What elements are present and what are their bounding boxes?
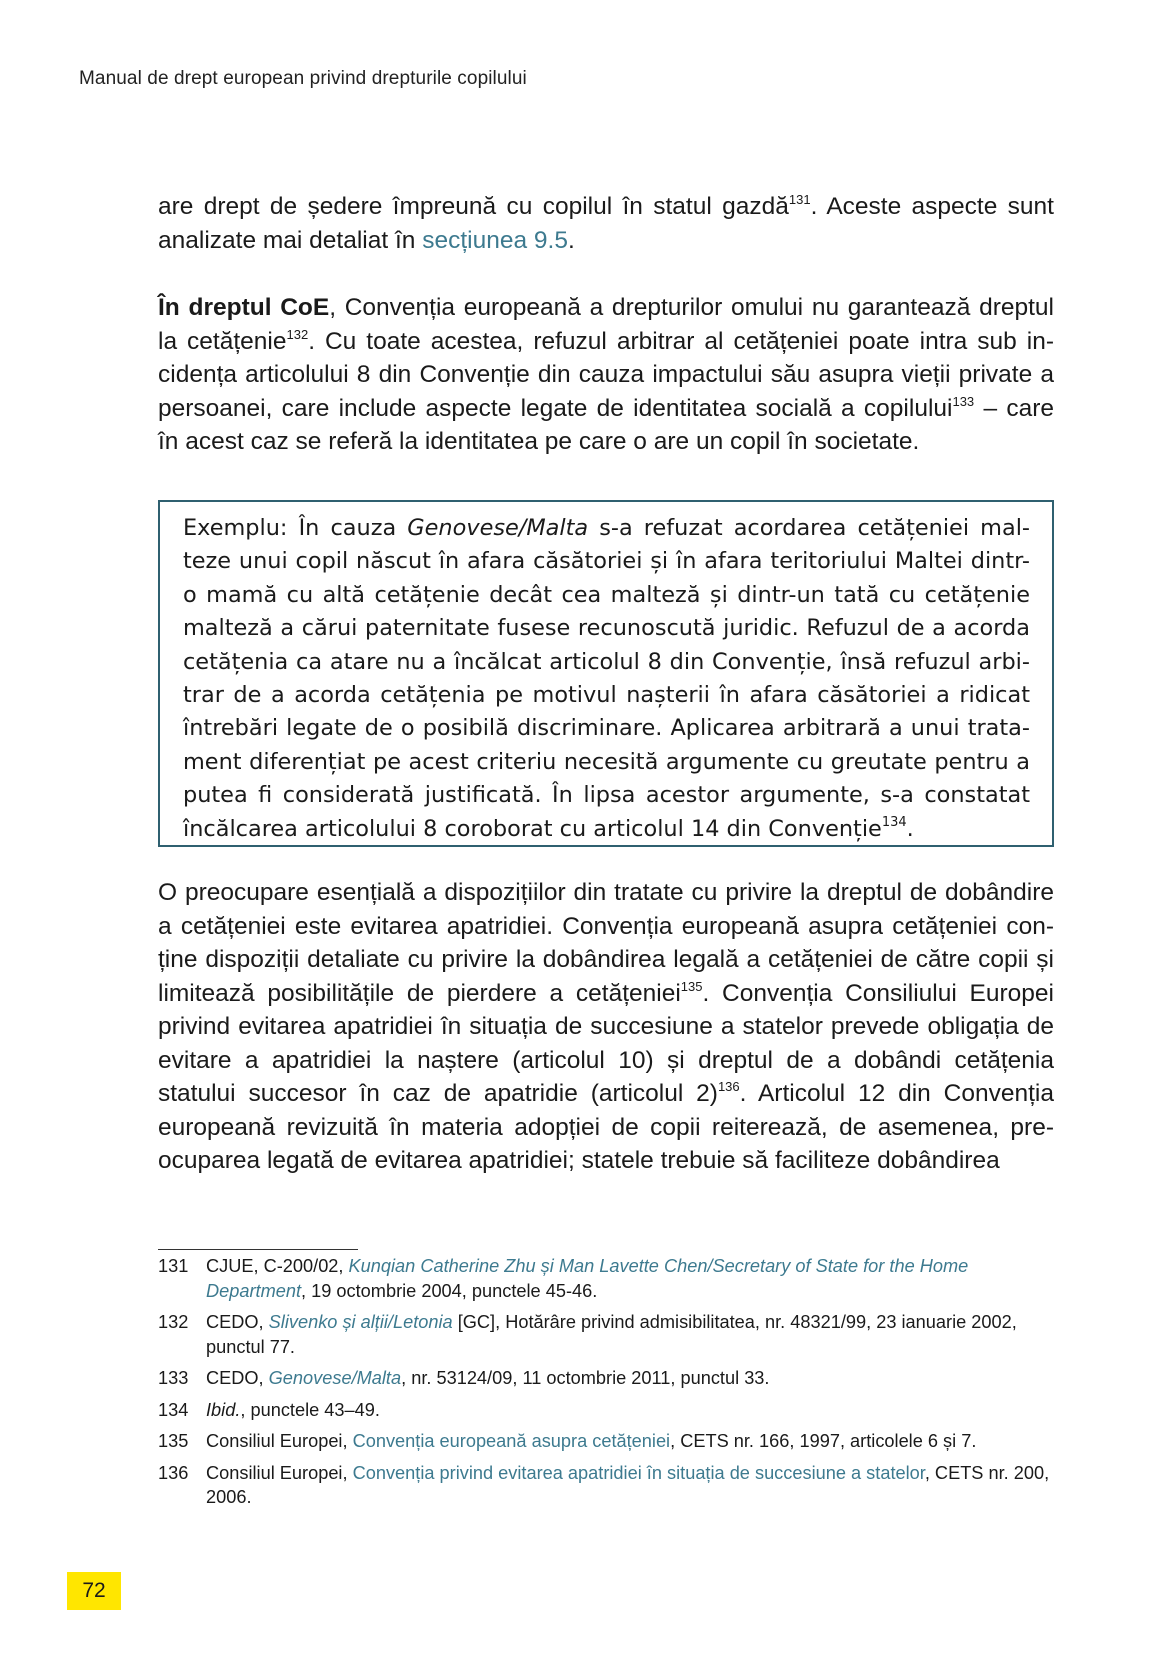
footnote-text: , nr. 53124/09, 11 octombrie 2011, punctul 33.: [401, 1368, 770, 1388]
paragraph-coe-law: [158, 291, 1054, 459]
footnote-text: [GC], Hotărâre privind admisibilitatea, nr. 48321/99, 23 ianuarie 2002, punctul 77.: [206, 1312, 1017, 1357]
running-header: Manual de drept european privind drepturile copilului: [79, 68, 527, 89]
example-text: s-a refuzat acordarea cetățeniei malteze unui copil născut în afara căsătoriei și în afara teritoriului Maltei dintr-o mamă cu altă cetățenie decât cea malteză și dintr-un tată cu cetățenie malteză a cărui paternitate fusese recunoscută juridic. Refuzul de a acorda cetățenia ca atare nu a încălcat articolul 8 din Convenție, însă refuzul arbitrar de a acorda cetățenia pe motivul nașterii în afara căsătoriei a ridicat întrebări legate de o posibilă discriminare. Aplicarea arbitrară a unui tratament diferențiat pe acest criteriu necesită argumente cu greutate pentru a putea fi considerată justificată. În lipsa acestor argumente, s-a constatat încălcarea articolului 8 coroborat cu articolul 14 din Convenție: [183, 515, 1031, 842]
paragraph-text: O preocupare esențială a dispozițiilor din tratate cu privire la dreptul de dobândire a cetățeniei este evitarea apatridiei. Convenția europeană asupra cetățeniei conține dispoziții detaliate cu privire la dobândirea legală a cetățeniei de către copii și limitează posibilitățile de pierdere a cetățeniei: [158, 879, 1054, 1007]
paragraph-residence: [158, 190, 1054, 257]
footnote-link[interactable]: Slivenko și alții/Letonia: [268, 1312, 453, 1332]
footnote-number: 133: [158, 1368, 189, 1388]
footnote-136: [158, 1461, 1054, 1510]
footnote-number: 135: [158, 1431, 189, 1451]
paragraph-statelessness: [158, 876, 1054, 1178]
footnote-134: [158, 1398, 1054, 1423]
footnote-number: 132: [158, 1312, 189, 1332]
footnote-ref-133[interactable]: 133: [952, 393, 975, 409]
paragraph-text: .: [567, 226, 575, 254]
footnote-number: 136: [158, 1462, 189, 1483]
paragraph-text: – care în acest caz se referă la identitatea pe care o are un copil în societate.: [158, 394, 1055, 455]
footnote-text: , 19 octombrie 2004, punctele 45-46.: [301, 1280, 598, 1301]
footnote-text: Consiliul Europei,: [206, 1462, 353, 1483]
example-case-name: Genovese/Malta: [407, 515, 589, 541]
section-9-5-link[interactable]: secțiunea 9.5: [422, 226, 568, 254]
footnote-135: [158, 1429, 1054, 1454]
footnote-text: Consiliul Europei,: [206, 1431, 353, 1451]
example-text: Exemplu: În cauza: [183, 515, 408, 541]
coe-law-lead: În dreptul CoE: [158, 294, 330, 321]
paragraph-text: . Articolul 12 din Convenția europeană revizuită în materia adopției de copii reiterează, de asemenea, preocuparea legată de evitarea apatridiei; statele trebuie să faciliteze dobândirea: [158, 1080, 1054, 1174]
footnote-text: CJUE, C-200/02,: [206, 1256, 349, 1276]
footnote-number: 131: [158, 1256, 189, 1276]
footnote-text: CEDO,: [206, 1312, 269, 1332]
footnote-link[interactable]: Convenția europeană asupra cetățeniei: [352, 1431, 671, 1451]
example-box: [158, 500, 1054, 847]
paragraph-text: are drept de ședere împreună cu copilul în statul gazdă: [158, 193, 789, 220]
page-number-badge: 72: [67, 1572, 121, 1610]
paragraph-text: . Convenția Consiliului Europei privind evitarea apatridiei în situația de succesiune a statelor prevede obligația de evitare a apatridiei la naștere (articolul 10) și dreptul de a dobândi cetățenia statului succesor în caz de apatridie (articolul 2): [158, 979, 1054, 1107]
paragraph-text: . Cu toate acestea, refuzul arbitrar al cetățeniei poate intra sub incidența articolului 8 din Convenție din cauza impactului său asupra vieții private a persoanei, care include aspecte legate de identitatea socială a copilului: [158, 327, 1054, 422]
footnote-131: [158, 1254, 1054, 1303]
footnote-ibid: Ibid.: [206, 1399, 241, 1420]
footnote-ref-134[interactable]: 134: [881, 814, 907, 830]
footnote-text: , CETS nr. 200, 2006.: [206, 1462, 1050, 1507]
footnote-133: [158, 1366, 1054, 1391]
footnote-number: 134: [158, 1399, 189, 1420]
footnote-divider: [158, 1249, 358, 1250]
footnote-text: , CETS nr. 166, 1997, articolele 6 și 7.: [670, 1431, 977, 1451]
footnote-ref-132[interactable]: 132: [286, 326, 309, 342]
paragraph-text: , Convenția europeană a drepturilor omului nu garantează dreptul la cetățenie: [158, 294, 1054, 355]
footnote-text: CEDO,: [206, 1368, 269, 1388]
footnotes: [158, 1254, 1054, 1517]
footnote-link[interactable]: Convenția privind evitarea apatridiei în situația de succesiune a statelor: [352, 1462, 925, 1483]
footnote-132: [158, 1310, 1054, 1359]
footnote-link[interactable]: Genovese/Malta: [268, 1368, 402, 1388]
footnote-ref-135[interactable]: 135: [680, 978, 703, 994]
footnote-ref-131[interactable]: 131: [788, 192, 811, 207]
footnote-ref-136[interactable]: 136: [717, 1079, 740, 1094]
example-text: .: [906, 815, 914, 842]
footnote-text: , punctele 43–49.: [240, 1399, 380, 1420]
footnote-link[interactable]: Kunqian Catherine Zhu și Man Lavette Chen/Secretary of State for the Home Department: [206, 1256, 969, 1301]
paragraph-text: . Aceste aspecte sunt analizate mai detaliat în: [158, 193, 1054, 254]
